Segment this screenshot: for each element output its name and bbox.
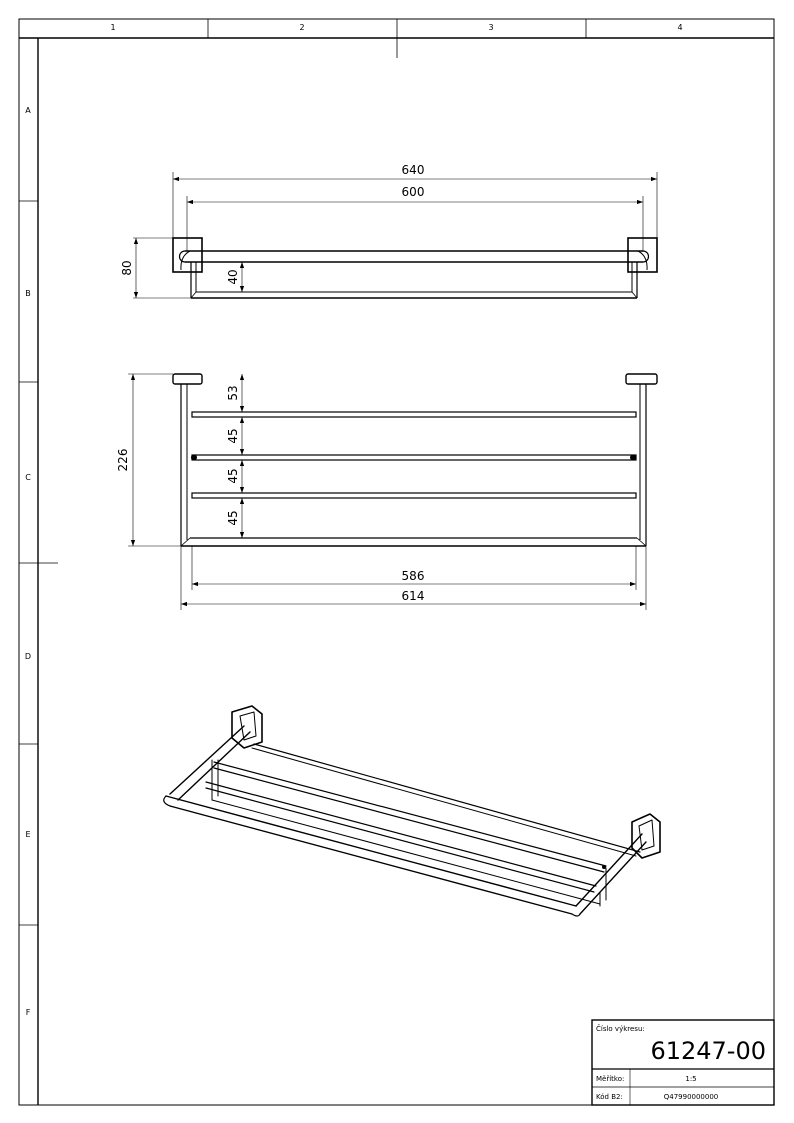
dimension-overall-width: 614	[401, 589, 425, 603]
dimension-spacing-3: 45	[226, 468, 240, 484]
column-label: 2	[299, 23, 305, 32]
grid-labels	[25, 23, 683, 1017]
column-label: 4	[677, 23, 683, 32]
dimension-rail-offset: 40	[226, 269, 240, 285]
bar-end-cap	[191, 455, 197, 461]
dimension-inner-width: 600	[401, 185, 425, 199]
row-label: D	[24, 652, 32, 661]
isometric-view	[164, 706, 660, 916]
code-label: Kód B2:	[596, 1093, 623, 1101]
dimension-height: 226	[116, 448, 130, 472]
drawing-number: 61247-00	[650, 1037, 766, 1065]
dimension-spacing-2: 45	[226, 428, 240, 444]
dimension-spacing-1: 53	[226, 385, 240, 401]
dimension-spacing-4: 45	[226, 510, 240, 526]
bar-end-cap	[602, 865, 606, 869]
row-label: F	[25, 1008, 31, 1017]
row-label: B	[25, 289, 31, 298]
scale-value: 1:5	[685, 1075, 697, 1083]
front-view-geometry	[128, 374, 657, 610]
dimension-depth: 80	[120, 260, 134, 276]
row-label: A	[25, 106, 31, 115]
drawing-number-label: Číslo výkresu:	[596, 1025, 645, 1033]
front-view	[116, 374, 657, 610]
column-label: 3	[488, 23, 494, 32]
dimension-overall-width: 640	[401, 163, 425, 177]
bar-end-cap	[630, 455, 636, 461]
row-label: E	[25, 830, 31, 839]
column-label: 1	[110, 23, 116, 32]
sheet-frame	[19, 19, 774, 1105]
title-block	[592, 1020, 774, 1105]
code-value: Q47990000000	[663, 1093, 719, 1101]
top-view	[120, 163, 657, 298]
row-label: C	[25, 473, 31, 482]
scale-label: Měřítko:	[596, 1075, 625, 1083]
dimension-inner-width: 586	[401, 569, 425, 583]
top-view-geometry	[133, 172, 657, 298]
